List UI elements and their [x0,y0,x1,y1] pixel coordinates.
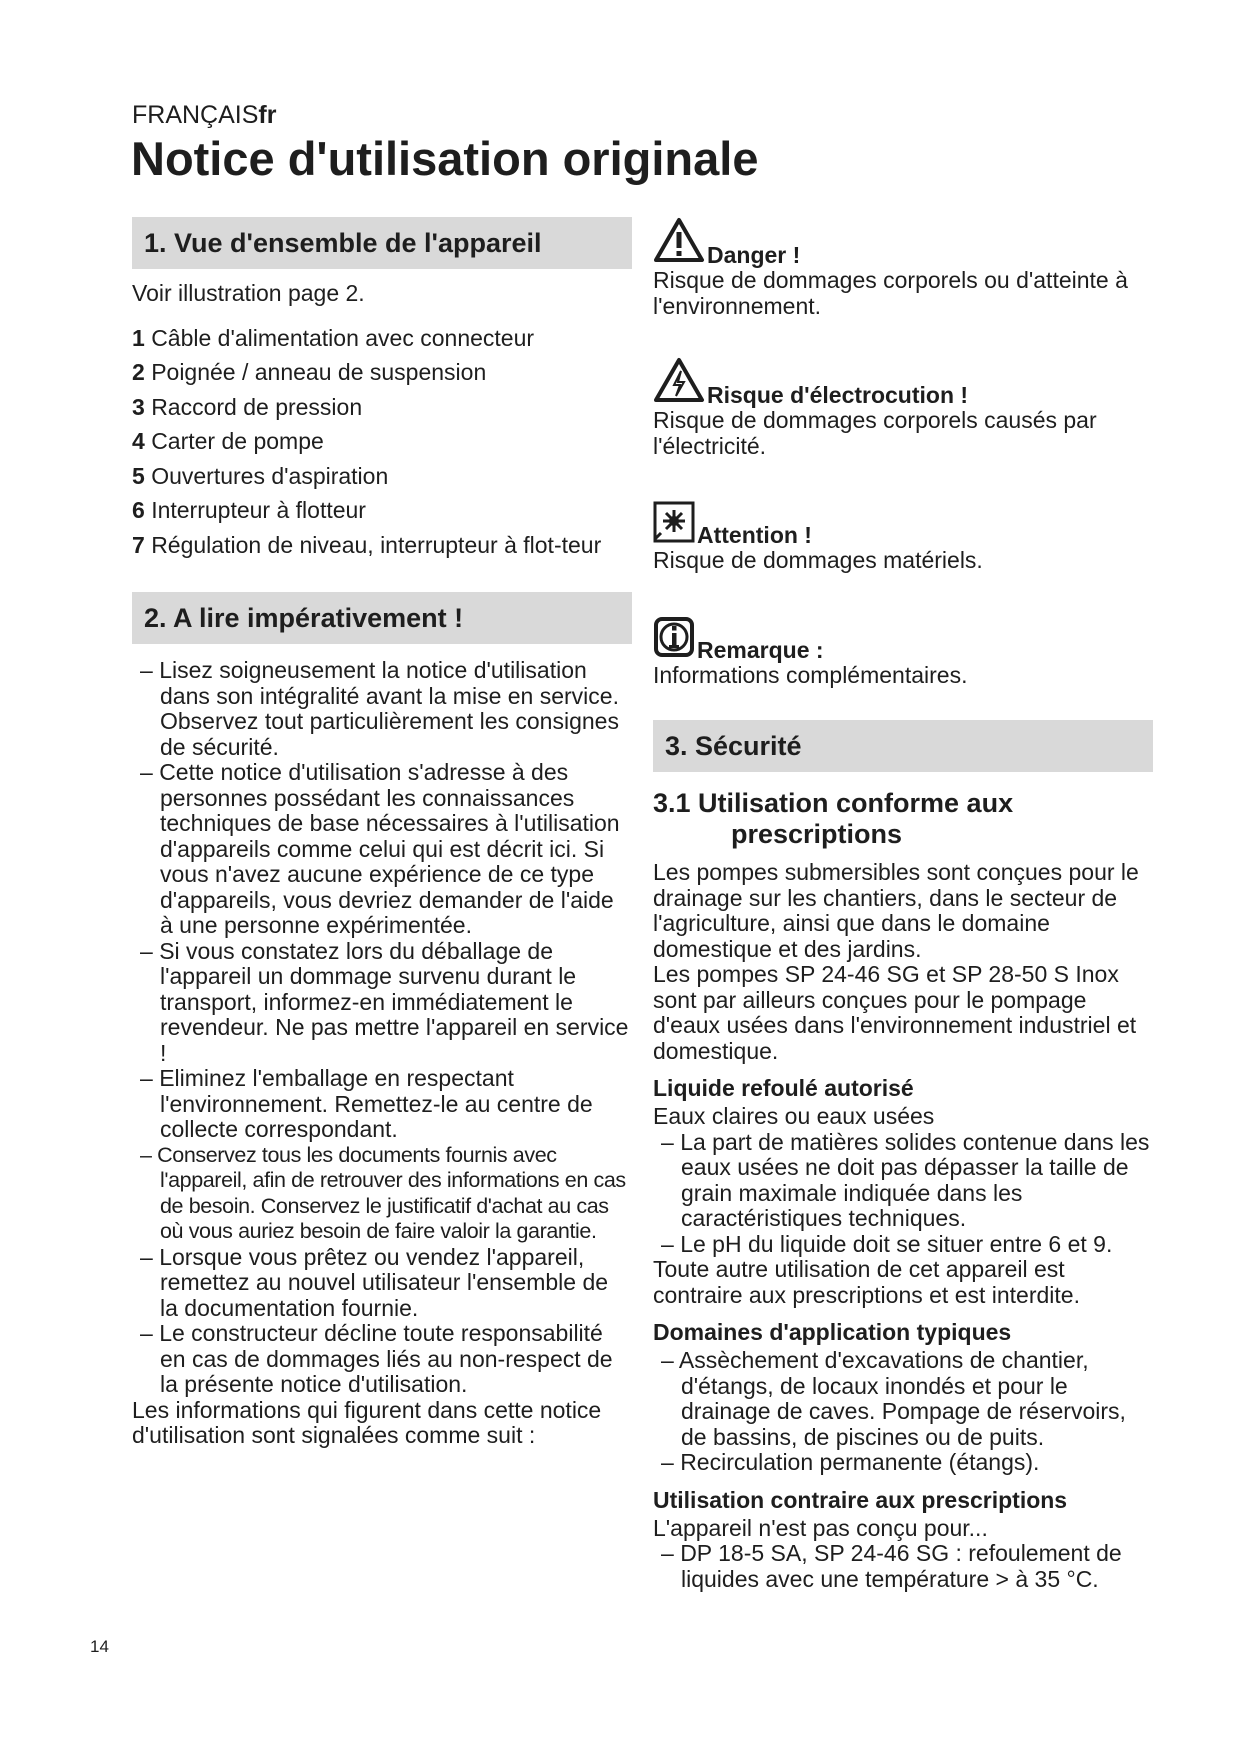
applications-heading: Domaines d'application typiques [653,1319,1012,1345]
list-item: 1 Câble d'alimentation avec connecteur [132,324,535,351]
section-1-intro: Voir illustration page 2. [132,280,365,306]
notice-remark [653,616,1153,689]
liquid-intro: Eaux claires ou eaux usées [653,1103,935,1129]
list-item: – Conservez tous les documents fournis avec l'appareil, afin de retrouver des informations en cas de besoin. Conservez le justificatif d'achat au cas où vous auriez besoin de faire valoir la garantie. [140,1142,626,1243]
notice-title: Danger ! [707,242,801,268]
list-item: 4 Carter de pompe [132,428,324,454]
danger-triangle-icon [653,217,705,268]
list-item: 6 Interrupteur à flotteur [132,497,366,523]
section-2-outro: Les informations qui figurent dans cette notice d'utilisation sont signalées comme suit : [132,1396,602,1448]
section-3-heading: 3. Sécurité [653,720,1153,772]
applications-list [653,1348,1153,1476]
notice-text: Risque de dommages matériels. [653,547,983,573]
misuse-list [653,1541,1153,1592]
right-column [653,217,1153,1592]
parts-list [132,326,632,559]
list-item: 3 Raccord de pression [132,393,363,420]
list-item: – Le pH du liquide doit se situer entre 6 et 9. [661,1230,1113,1257]
subsection-3-1-heading: 3.1 Utilisation conforme aux prescriptions [653,788,1014,849]
list-item: – Lisez soigneusement la notice d'utilisation dans son intégralité avant la mise en service. Observez tout particulièrement les consignes de sécurité. [140,657,619,760]
list-item: 2 Poignée / anneau de suspension [132,359,487,385]
list-item: – Assèchement d'excavations de chantier, d'étangs, de locaux inondés et pour le drainage de caves. Pompage de réservoirs, de bassins, de piscines ou de puits. [661,1347,1126,1450]
attention-square-icon [653,501,695,548]
left-column [132,217,632,1449]
list-item: – Le constructeur décline toute responsabilité en cas de dommages liés au non-respect de la présente notice d'utilisation. [140,1320,613,1397]
list-item: 5 Ouvertures d'aspiration [132,462,389,489]
language-label: FRANÇAISfr [132,101,277,129]
list-item: – Cette notice d'utilisation s'adresse à des personnes possédant les connaissances techniques de base nécessaires à l'utilisation d'appareils comme celui qui est décrit ici. Si vous n'avez aucune expérience de ce type d'appareils, vous devriez demander de l'aide à une personne expérimentée. [140,759,620,938]
page-title: Notice d'utilisation originale [131,132,759,185]
usage-paragraph: Les pompes SP 24-46 SG et SP 28-50 S Inox sont par ailleurs conçues pour le pompage d'eaux usées dans l'environnement industriel et domestique. [653,961,1137,1064]
notice-attention [653,501,1153,574]
list-item: – Recirculation permanente (étangs). [661,1449,1040,1475]
notice-title: Remarque : [697,636,824,663]
list-item: – Si vous constatez lors du déballage de l'appareil un dommage survenu durant le transport, informez-en immédiatement le revendeur. Ne pas mettre l'appareil en service ! [140,937,629,1066]
section-2-heading: 2. A lire impérativement ! [132,592,632,644]
list-item: – DP 18-5 SA, SP 24-46 SG : refoulement de liquides avec une température > à 35 °C. [661,1540,1122,1592]
notice-text: Informations complémentaires. [653,661,968,688]
notice-text: Risque de dommages corporels causés par l'électricité. [653,407,1097,459]
list-item: – La part de matières solides contenue dans les eaux usées ne doit pas dépasser la taille de grain maximale indiquée dans les caractéristiques techniques. [661,1128,1150,1231]
section-1-heading: 1. Vue d'ensemble de l'appareil [132,217,632,269]
list-item: – Lorsque vous prêtez ou vendez l'appareil, remettez au nouvel utilisateur l'ensemble de la documentation fournie. [140,1243,609,1321]
instructions-list [132,658,632,1398]
list-item: 7 Régulation de niveau, interrupteur à flot-teur [132,531,602,558]
misuse-intro: L'appareil n'est pas conçu pour... [653,1514,988,1541]
page-number: 14 [90,1637,109,1656]
notice-title: Attention ! [697,522,812,548]
notice-title: Risque d'électrocution ! [707,382,969,408]
usage-paragraph: Les pompes submersibles sont conçues pour le drainage sur les chantiers, dans le secteur de l'agriculture, ainsi que dans le domaine domestique et des jardins. [653,859,1139,962]
notice-text: Risque de dommages corporels ou d'atteinte à l'environnement. [653,267,1128,319]
notice-danger [653,217,1153,319]
list-item: – Eliminez l'emballage en respectant l'environnement. Remettez-le au centre de collecte correspondant. [140,1065,593,1142]
liquid-heading: Liquide refoulé autorisé [653,1075,914,1101]
electrocution-triangle-icon [653,357,705,408]
misuse-heading: Utilisation contraire aux prescriptions [653,1486,1068,1513]
notice-electrocution [653,357,1153,459]
liquid-list [653,1130,1153,1258]
info-icon [653,616,695,663]
liquid-outro: Toute autre utilisation de cet appareil est contraire aux prescriptions et est interdite. [653,1256,1080,1308]
